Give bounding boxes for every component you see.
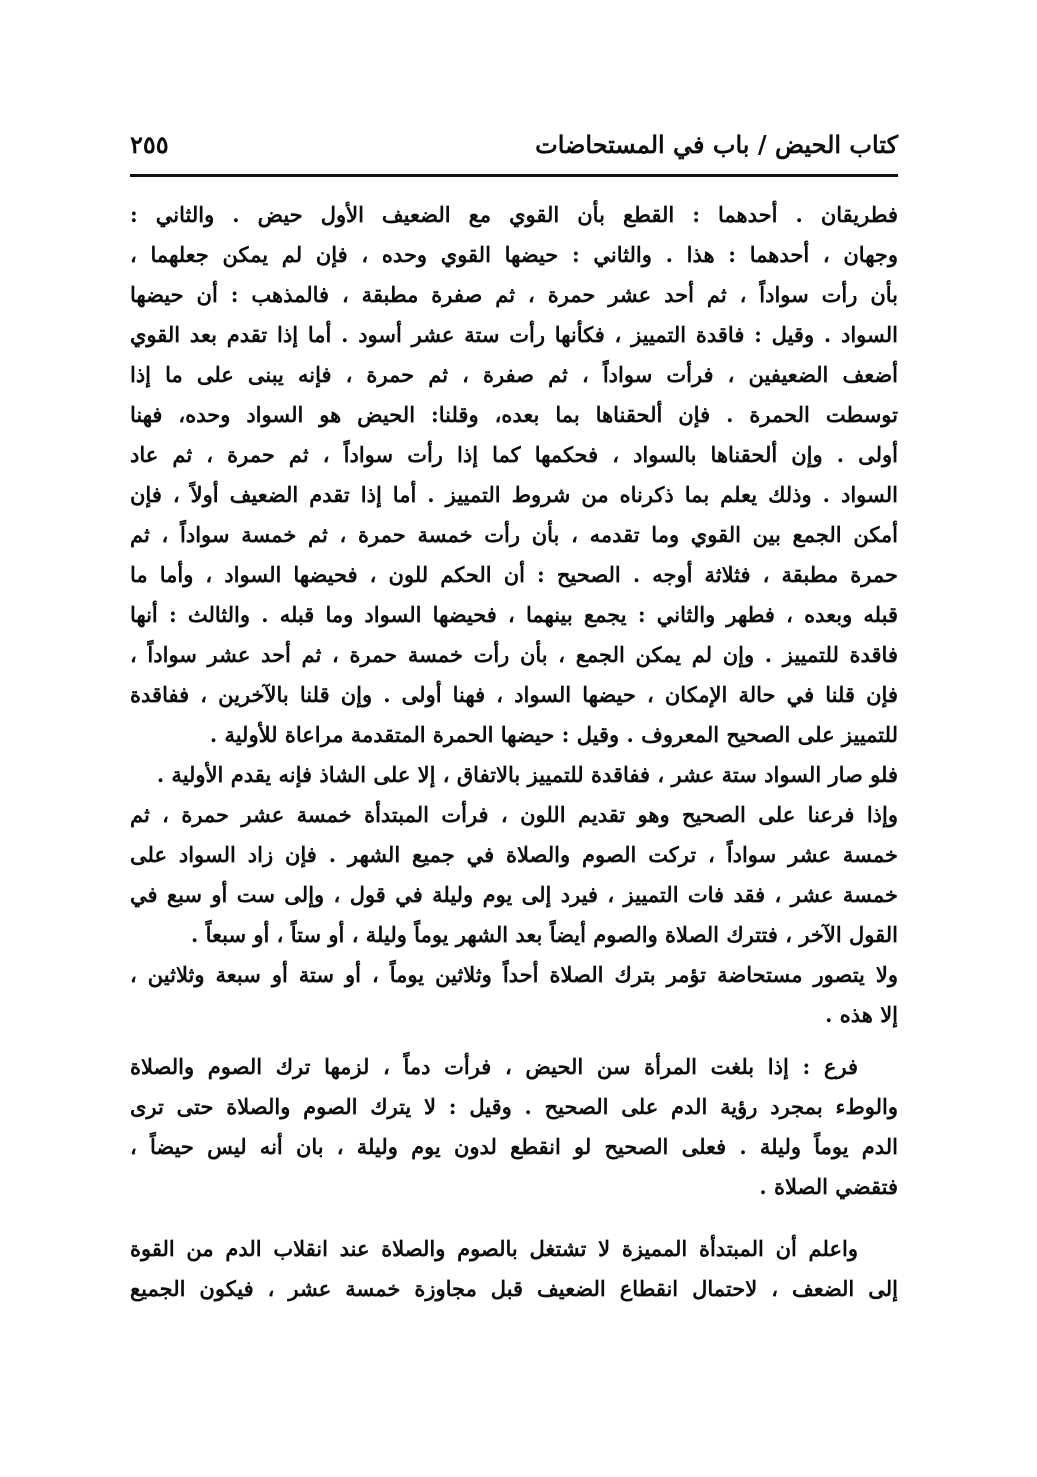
text-line: فاقدة للتمييز . وإن لم يمكن الجمع ، بأن رأت خمسة حمرة ، ثم أحد عشر سواداً ، bbox=[130, 642, 898, 667]
far-heading: فرع bbox=[823, 1054, 859, 1079]
text-line: خمسة عشر سواداً ، تركت الصوم والصلاة في جميع الشهر . فإن زاد السواد على bbox=[130, 842, 898, 867]
far-first-line: : إذا بلغت المرأة سن الحيض ، فرأت دماً ، لزمها ترك الصوم والصلاة bbox=[130, 1054, 811, 1079]
paragraph-gap bbox=[130, 1207, 898, 1229]
text-line: الدم يوماً وليلة . فعلى الصحيح لو انقطع لدون يوم وليلة ، بان أنه ليس حيضاً ، bbox=[130, 1134, 898, 1159]
text-line: فطريقان . أحدهما : القطع بأن القوي مع الضعيف الأول حيض . والثاني : bbox=[130, 202, 898, 227]
text-line: أضعف الضعيفين ، فرأت سواداً ، ثم صفرة ، ثم حمرة ، فإنه يبنى على ما إذا bbox=[130, 362, 898, 387]
text-line: واعلم أن المبتدأة المميزة لا تشتغل بالصوم والصلاة عند انقلاب الدم من القوة bbox=[130, 1236, 858, 1261]
text-line: فتقضي الصلاة . bbox=[759, 1174, 898, 1199]
text-line: أولى . وإن ألحقناها بالسواد ، فحكمها كما إذا رأت سواداً ، ثم حمرة ، ثم عاد bbox=[130, 442, 898, 467]
text-line: فلو صار السواد ستة عشر ، ففاقدة للتمييز بالاتفاق ، إلا على الشاذ فإنه يقدم الأولية . bbox=[156, 762, 898, 787]
running-head: كتاب الحيض / باب في المستحاضات bbox=[535, 130, 898, 159]
page-header bbox=[130, 128, 898, 168]
text-line: وجهان ، أحدهما : هذا . والثاني : حيضها القوي وحده ، فإن لم يمكن جعلهما ، bbox=[130, 242, 898, 267]
text-line: للتمييز على الصحيح المعروف . وقيل : حيضها الحمرة المتقدمة مراعاة للأولية . bbox=[209, 722, 898, 747]
text-line: فإن قلنا في حالة الإمكان ، حيضها السواد ، فهنا أولى . وإن قلنا بالآخرين ، ففاقدة bbox=[130, 682, 898, 707]
text-line: إلا هذه . bbox=[825, 1002, 898, 1027]
text-line: القول الآخر ، فتترك الصلاة والصوم أيضاً بعد الشهر يوماً وليلة ، أو ستاً ، أو سبعاً . bbox=[191, 922, 898, 947]
text-line: أمكن الجمع بين القوي وما تقدمه ، بأن رأت خمسة حمرة ، ثم خمسة سواداً ، ثم bbox=[130, 522, 898, 547]
text-line: وإذا فرعنا على الصحيح وهو تقديم اللون ، فرأت المبتدأة خمسة عشر حمرة ، ثم bbox=[130, 802, 898, 827]
paragraph-2 bbox=[130, 1047, 898, 1207]
text-line: بأن رأت سواداً ، ثم أحد عشر حمرة ، ثم صفرة مطبقة ، فالمذهب : أن حيضها bbox=[130, 282, 898, 307]
text-line: والوطء بمجرد رؤية الدم على الصحيح . وقيل : لا يترك الصوم والصلاة حتى ترى bbox=[130, 1094, 898, 1119]
text-line: خمسة عشر ، فقد فات التمييز ، فيرد إلى يوم وليلة في قول ، وإلى ست أو سبع في bbox=[130, 882, 898, 907]
text-line: السواد . وقيل : فاقدة التمييز ، فكأنها رأت ستة عشر أسود . أما إذا تقدم بعد القوي bbox=[130, 322, 898, 347]
text-line: السواد . وذلك يعلم بما ذكرناه من شروط التمييز . أما إذا تقدم الضعيف أولاً ، فإن bbox=[130, 482, 898, 507]
paragraph-1 bbox=[130, 195, 898, 1035]
paragraph-3 bbox=[130, 1229, 898, 1309]
text-line: حمرة مطبقة ، فثلاثة أوجه . الصحيح : أن الحكم للون ، فحيضها السواد ، وأما ما bbox=[130, 562, 898, 587]
text-line: قبله وبعده ، فطهر والثاني : يجمع بينهما ، فحيضها السواد وما قبله . والثالث : أنها bbox=[130, 602, 898, 627]
text-line bbox=[130, 1047, 898, 1087]
paragraph-gap bbox=[130, 1035, 898, 1047]
body-text bbox=[130, 195, 898, 1309]
text-line: إلى الضعف ، لاحتمال انقطاع الضعيف قبل مجاوزة خمسة عشر ، فيكون الجميع bbox=[130, 1276, 898, 1301]
page-number: ٢٥٥ bbox=[130, 130, 169, 159]
header-rule bbox=[130, 174, 898, 177]
text-line: ولا يتصور مستحاضة تؤمر بترك الصلاة أحداً وثلاثين يوماً ، أو ستة أو سبعة وثلاثين ، bbox=[130, 962, 898, 987]
text-line: توسطت الحمرة . فإن ألحقناها بما بعده، وقلنا: الحيض هو السواد وحده، فهنا bbox=[130, 402, 898, 427]
